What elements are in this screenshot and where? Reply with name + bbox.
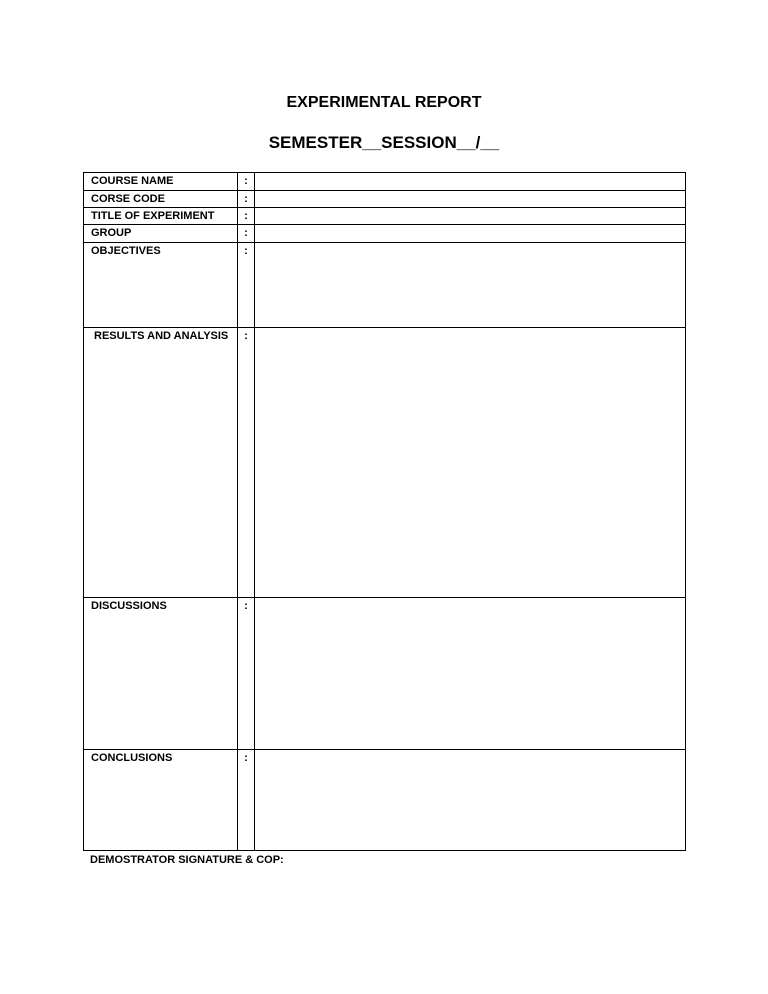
conclusions-separator: : — [238, 750, 255, 851]
title-of-experiment-separator: : — [238, 208, 255, 225]
objectives-field[interactable] — [255, 243, 686, 328]
title-of-experiment-field[interactable] — [255, 208, 686, 225]
conclusions-field[interactable] — [255, 750, 686, 851]
group-field[interactable] — [255, 225, 686, 243]
report-form-table — [83, 172, 686, 851]
conclusions-label: CONCLUSIONS — [84, 750, 238, 851]
group-label: GROUP — [84, 225, 238, 243]
form-row-conclusions — [84, 750, 686, 851]
course-name-field[interactable] — [255, 173, 686, 191]
group-separator: : — [238, 225, 255, 243]
demonstrator-signature-label: DEMOSTRATOR SIGNATURE & COP: — [90, 854, 284, 866]
semester-session-heading: SEMESTER__SESSION__/__ — [268, 133, 500, 152]
discussions-field[interactable] — [255, 598, 686, 750]
results-and-analysis-label: RESULTS AND ANALYSIS — [84, 328, 238, 598]
course-code-field[interactable] — [255, 191, 686, 208]
form-row-group — [84, 225, 686, 243]
form-row-discussions — [84, 598, 686, 750]
form-row-course-name — [84, 173, 686, 191]
objectives-separator: : — [238, 243, 255, 328]
form-row-objectives — [84, 243, 686, 328]
course-name-separator: : — [238, 173, 255, 191]
course-code-label: CORSE CODE — [84, 191, 238, 208]
results-and-analysis-separator: : — [238, 328, 255, 598]
form-row-title-of-experiment — [84, 208, 686, 225]
report-title: EXPERIMENTAL REPORT — [286, 94, 482, 111]
form-row-course-code — [84, 191, 686, 208]
results-and-analysis-field[interactable] — [255, 328, 686, 598]
course-name-label: COURSE NAME — [84, 173, 238, 191]
course-code-separator: : — [238, 191, 255, 208]
discussions-label: DISCUSSIONS — [84, 598, 238, 750]
form-row-results-and-analysis — [84, 328, 686, 598]
objectives-label: OBJECTIVES — [84, 243, 238, 328]
discussions-separator: : — [238, 598, 255, 750]
title-of-experiment-label: TITLE OF EXPERIMENT — [84, 208, 238, 225]
